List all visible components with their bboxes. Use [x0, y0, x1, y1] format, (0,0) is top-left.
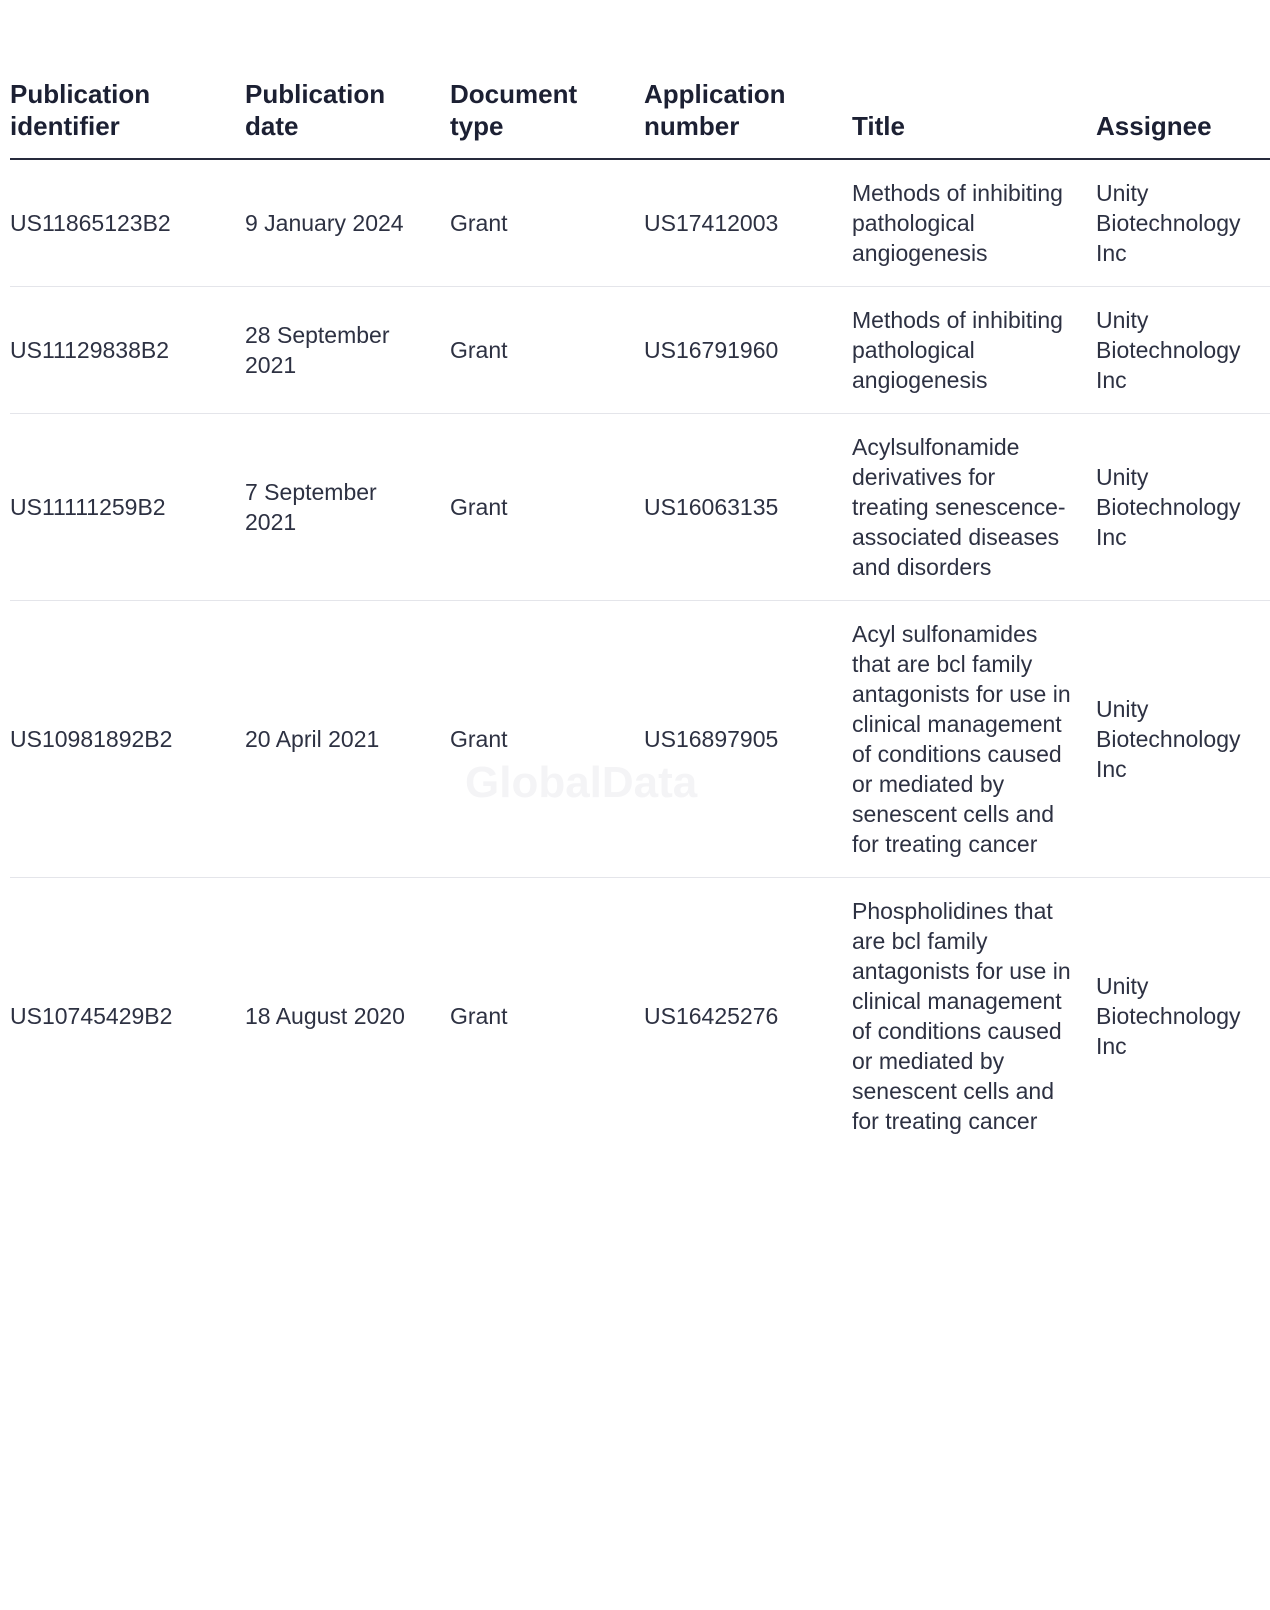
header-publication-date: Publication date — [245, 78, 450, 159]
cell-title: Acyl sulfonamides that are bcl family antagonists for use in clinical management of conditions caused or mediated by senescent cells and for treating cancer — [852, 601, 1096, 878]
table-row — [10, 159, 1270, 287]
table-row — [10, 601, 1270, 878]
cell-title: Phospholidines that are bcl family antagonists for use in clinical management of conditions caused or mediated by senescent cells and for treating cancer — [852, 898, 1071, 1134]
cell-document-type: Grant — [450, 287, 644, 414]
cell-publication-identifier: US11111259B2 — [10, 414, 245, 601]
header-document-type: Document type — [450, 78, 644, 159]
table-row — [10, 287, 1270, 414]
cell-publication-date: 9 January 2024 — [245, 159, 450, 287]
watermark: GlobalData — [465, 758, 698, 807]
cell-title: Acylsulfonamide derivatives for treating senescence-associated diseases and disorders — [852, 414, 1096, 601]
cell-document-type: Grant — [450, 1003, 508, 1029]
cell-assignee: Unity Biotechnology Inc — [1096, 601, 1270, 878]
cell-publication-identifier: US11865123B2 — [10, 159, 245, 287]
cell-publication-date: 28 September 2021 — [245, 287, 450, 414]
table-row — [10, 414, 1270, 601]
cell-publication-identifier: US11129838B2 — [10, 287, 245, 414]
cell-document-type: Grant — [450, 159, 644, 287]
cell-application-number: US16425276 — [644, 1003, 779, 1029]
cell-publication-identifier: US10745429B2 — [10, 1003, 173, 1029]
cell-document-type: Grant — [450, 601, 644, 878]
cell-application-number: US16897905 — [644, 601, 852, 878]
patent-table — [10, 78, 1270, 1154]
cell-application-number: US16063135 — [644, 414, 852, 601]
cell-document-type: Grant — [450, 414, 644, 601]
header-assignee: Assignee — [1096, 78, 1270, 159]
patent-table-container — [10, 78, 1241, 1154]
cell-title: Methods of inhibiting pathological angiogenesis — [852, 159, 1096, 287]
table-header — [10, 78, 1270, 159]
table-row — [10, 878, 1270, 1155]
cell-application-number: US17412003 — [644, 159, 852, 287]
cell-application-number: US16791960 — [644, 287, 852, 414]
header-row — [10, 78, 1270, 159]
cell-publication-identifier: US10981892B2 — [10, 601, 245, 878]
cell-publication-date: 7 September 2021 — [245, 414, 450, 601]
cell-assignee: Unity Biotechnology Inc — [1096, 414, 1270, 601]
cell-assignee: Unity Biotechnology Inc — [1096, 973, 1241, 1059]
header-publication-identifier: Publication identifier — [10, 78, 245, 159]
cell-publication-date: 18 August 2020 — [245, 1003, 405, 1029]
cell-publication-date: 20 April 2021 — [245, 601, 450, 878]
header-title: Title — [852, 78, 1096, 159]
header-application-number: Application number — [644, 78, 852, 159]
cell-assignee: Unity Biotechnology Inc — [1096, 287, 1270, 414]
cell-title: Methods of inhibiting pathological angiogenesis — [852, 287, 1096, 414]
cell-assignee: Unity Biotechnology Inc — [1096, 159, 1270, 287]
table-body — [10, 159, 1270, 1154]
